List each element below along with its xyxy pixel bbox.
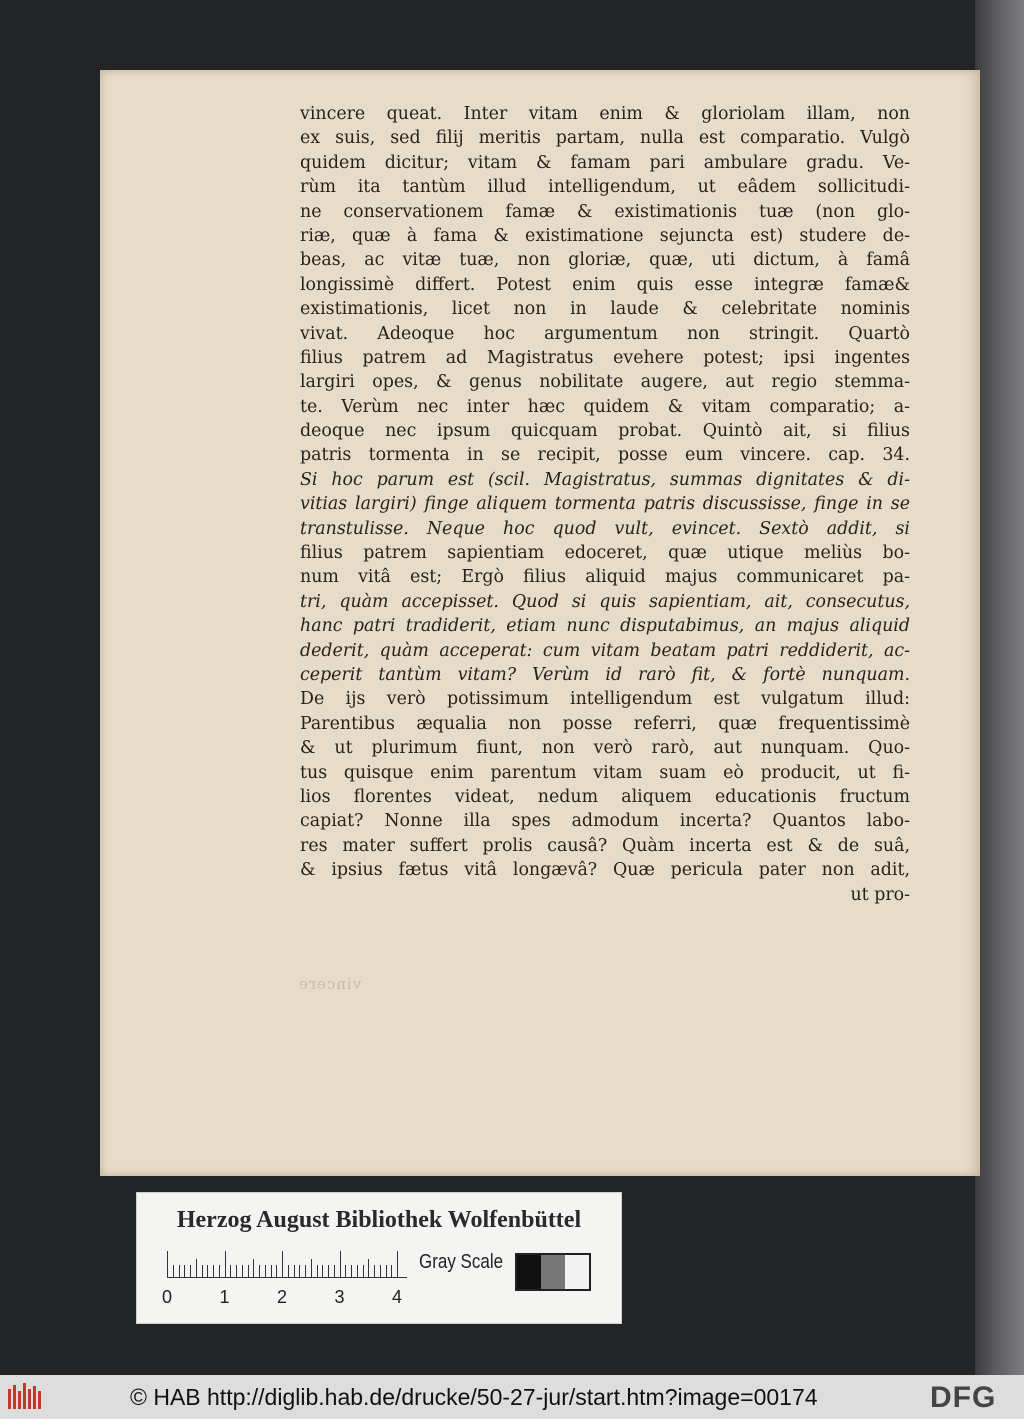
text-line: deoque nec ipsum quicquam probat. Quintò ait, si filius <box>300 421 910 442</box>
ruler-tick <box>334 1265 335 1277</box>
ruler-tick <box>351 1265 352 1277</box>
ruler-tick <box>305 1265 306 1277</box>
ruler-tick <box>311 1259 312 1277</box>
ruler-tick <box>328 1265 329 1277</box>
ruler-tick <box>219 1265 220 1277</box>
text-line: lios florentes videat, nedum aliquem educationis fructum <box>300 786 910 807</box>
library-name: Herzog August Bibliothek Wolfenbüttel <box>176 1207 582 1233</box>
text-line: existimationis, licet non in laude & celebritate nominis <box>300 299 910 320</box>
ruler-tick <box>299 1265 300 1277</box>
text-line: vivat. Adeoque hoc argumentum non stringit. Quartò <box>300 323 910 344</box>
ruler-tick <box>207 1265 208 1277</box>
text-line: Parentibus æqualia non posse referri, quæ frequentissimè <box>300 713 910 734</box>
ruler-tick <box>276 1265 277 1277</box>
ruler-number: 3 <box>334 1287 345 1307</box>
text-line: filius patrem sapientiam edoceret, quæ utique meliùs bo- <box>300 543 910 564</box>
hab-logo-icon <box>6 1381 46 1413</box>
ruler-tick <box>248 1265 249 1277</box>
text-line: ne conservationem famæ & existimationis tuæ (non glo- <box>300 201 910 222</box>
ruler-tick <box>271 1265 272 1277</box>
ruler-tick <box>386 1265 387 1277</box>
text-line: quidem dicitur; vitam & famam pari ambulare gradu. Ve- <box>300 152 910 173</box>
text-line: ut pro- <box>850 884 910 905</box>
ruler-tick <box>265 1265 266 1277</box>
gray-scale-label: Gray Scale <box>419 1251 504 1273</box>
text-line: filius patrem ad Magistratus evehere potest; ipsi ingentes <box>300 347 910 368</box>
ruler-tick <box>236 1265 237 1277</box>
text-line: transtulisse. Neque hoc quod vult, evincet. Sextò addit, si <box>300 518 910 539</box>
ruler-tick <box>202 1265 203 1277</box>
text-line: tri, quàm accepisset. Quod si quis sapientiam, ait, consecutus, <box>300 591 910 612</box>
text-line: te. Verùm nec inter hæc quidem & vitam comparatio; a- <box>300 396 910 417</box>
ruler-tick <box>357 1265 358 1277</box>
text-line: rùm ita tantùm illud intelligendum, ut eâdem sollicitudi- <box>300 177 910 198</box>
ruler-tick <box>190 1265 191 1277</box>
copyright-url[interactable]: © HAB http://diglib.hab.de/drucke/50-27-jur/start.htm?image=00174 <box>130 1384 818 1410</box>
text-line: vincere queat. Inter vitam enim & gloriolam illam, non <box>300 104 910 124</box>
page-text-block <box>300 102 910 907</box>
text-line: tus quisque enim parentum vitam suam eò producit, ut fi- <box>300 762 910 783</box>
scale-ruler <box>167 1251 397 1277</box>
ruler-tick <box>213 1265 214 1277</box>
ruler-tick <box>253 1259 254 1277</box>
ruler-tick <box>225 1251 226 1277</box>
ruler-tick <box>288 1265 289 1277</box>
text-line: vitias largiri) finge aliquem tormenta patris discussisse, finge in se <box>300 494 910 515</box>
text-line: ceperit tantùm vitam? Verùm id rarò fit, & fortè nunquam. <box>300 664 910 685</box>
ruler-tick <box>363 1265 364 1277</box>
ruler-tick <box>294 1265 295 1277</box>
ruler-baseline <box>167 1277 407 1278</box>
ruler-tick <box>345 1265 346 1277</box>
text-line: Si hoc parum est (scil. Magistratus, summas dignitates & di- <box>300 469 910 490</box>
ruler-number: 4 <box>392 1287 403 1307</box>
ruler-tick <box>259 1265 260 1277</box>
ruler-tick <box>380 1265 381 1277</box>
text-line: res mater suffert prolis causâ? Quàm incerta est & de suâ, <box>300 835 910 856</box>
footer-bar <box>0 1375 1024 1419</box>
ruler-tick <box>230 1265 231 1277</box>
ruler-tick <box>173 1265 174 1277</box>
text-line: largiri opes, & genus nobilitate augere, aut regio stemma- <box>300 372 910 393</box>
text-line: patris tormenta in se recipit, posse eum vincere. cap. 34. <box>300 445 910 466</box>
ruler-tick <box>391 1265 392 1277</box>
text-line: riæ, quæ à fama & existimatione sejuncta est) studere de- <box>300 225 910 246</box>
gray-scale-swatches <box>515 1253 591 1291</box>
dfg-logo: DFG <box>930 1381 997 1414</box>
ruler-tick <box>242 1265 243 1277</box>
ruler-tick <box>184 1265 185 1277</box>
scan-edge-right <box>975 0 1024 1375</box>
ruler-tick <box>322 1265 323 1277</box>
ruler-tick <box>374 1265 375 1277</box>
ruler-number: 0 <box>162 1287 173 1307</box>
ruler-tick <box>282 1251 283 1277</box>
text-line: & ut plurimum fiunt, non verò rarò, aut nunquam. Quo- <box>300 738 910 759</box>
text-line: beas, ac vitæ tuæ, non gloriæ, quæ, uti dictum, à famâ <box>300 250 910 271</box>
bleed-through-text: vincere <box>298 975 362 993</box>
text-line: ex suis, sed filij meritis partam, nulla est comparatio. Vulgò <box>300 128 910 149</box>
text-line: capiat? Nonne illa spes admodum incerta? Quantos labo- <box>300 811 910 832</box>
library-label-card <box>136 1192 622 1324</box>
ruler-number: 2 <box>277 1287 288 1307</box>
text-line: dederit, quàm acceperat: cum vitam beatam patri reddiderit, ac- <box>300 640 910 661</box>
text-line: De ijs verò potissimum intelligendum est vulgatum illud: <box>300 689 910 710</box>
ruler-tick <box>196 1259 197 1277</box>
ruler-tick <box>397 1251 398 1277</box>
ruler-tick <box>317 1265 318 1277</box>
ruler-number: 1 <box>219 1287 230 1307</box>
text-line: hanc patri tradiderit, etiam nunc disputabimus, an majus aliquid <box>300 616 910 637</box>
text-line: num vitâ est; Ergò filius aliquid majus communicaret pa- <box>300 567 910 588</box>
ruler-tick <box>179 1265 180 1277</box>
text-line: & ipsius fætus vitâ longævâ? Quæ pericula pater non adit, <box>300 860 910 881</box>
gray-swatch <box>517 1255 541 1289</box>
ruler-tick <box>167 1251 168 1277</box>
text-line: longissimè differt. Potest enim quis esse integræ famæ& <box>300 274 910 295</box>
ruler-tick <box>368 1259 369 1277</box>
ruler-tick <box>340 1251 341 1277</box>
gray-swatch <box>565 1255 589 1289</box>
gray-swatch <box>541 1255 565 1289</box>
